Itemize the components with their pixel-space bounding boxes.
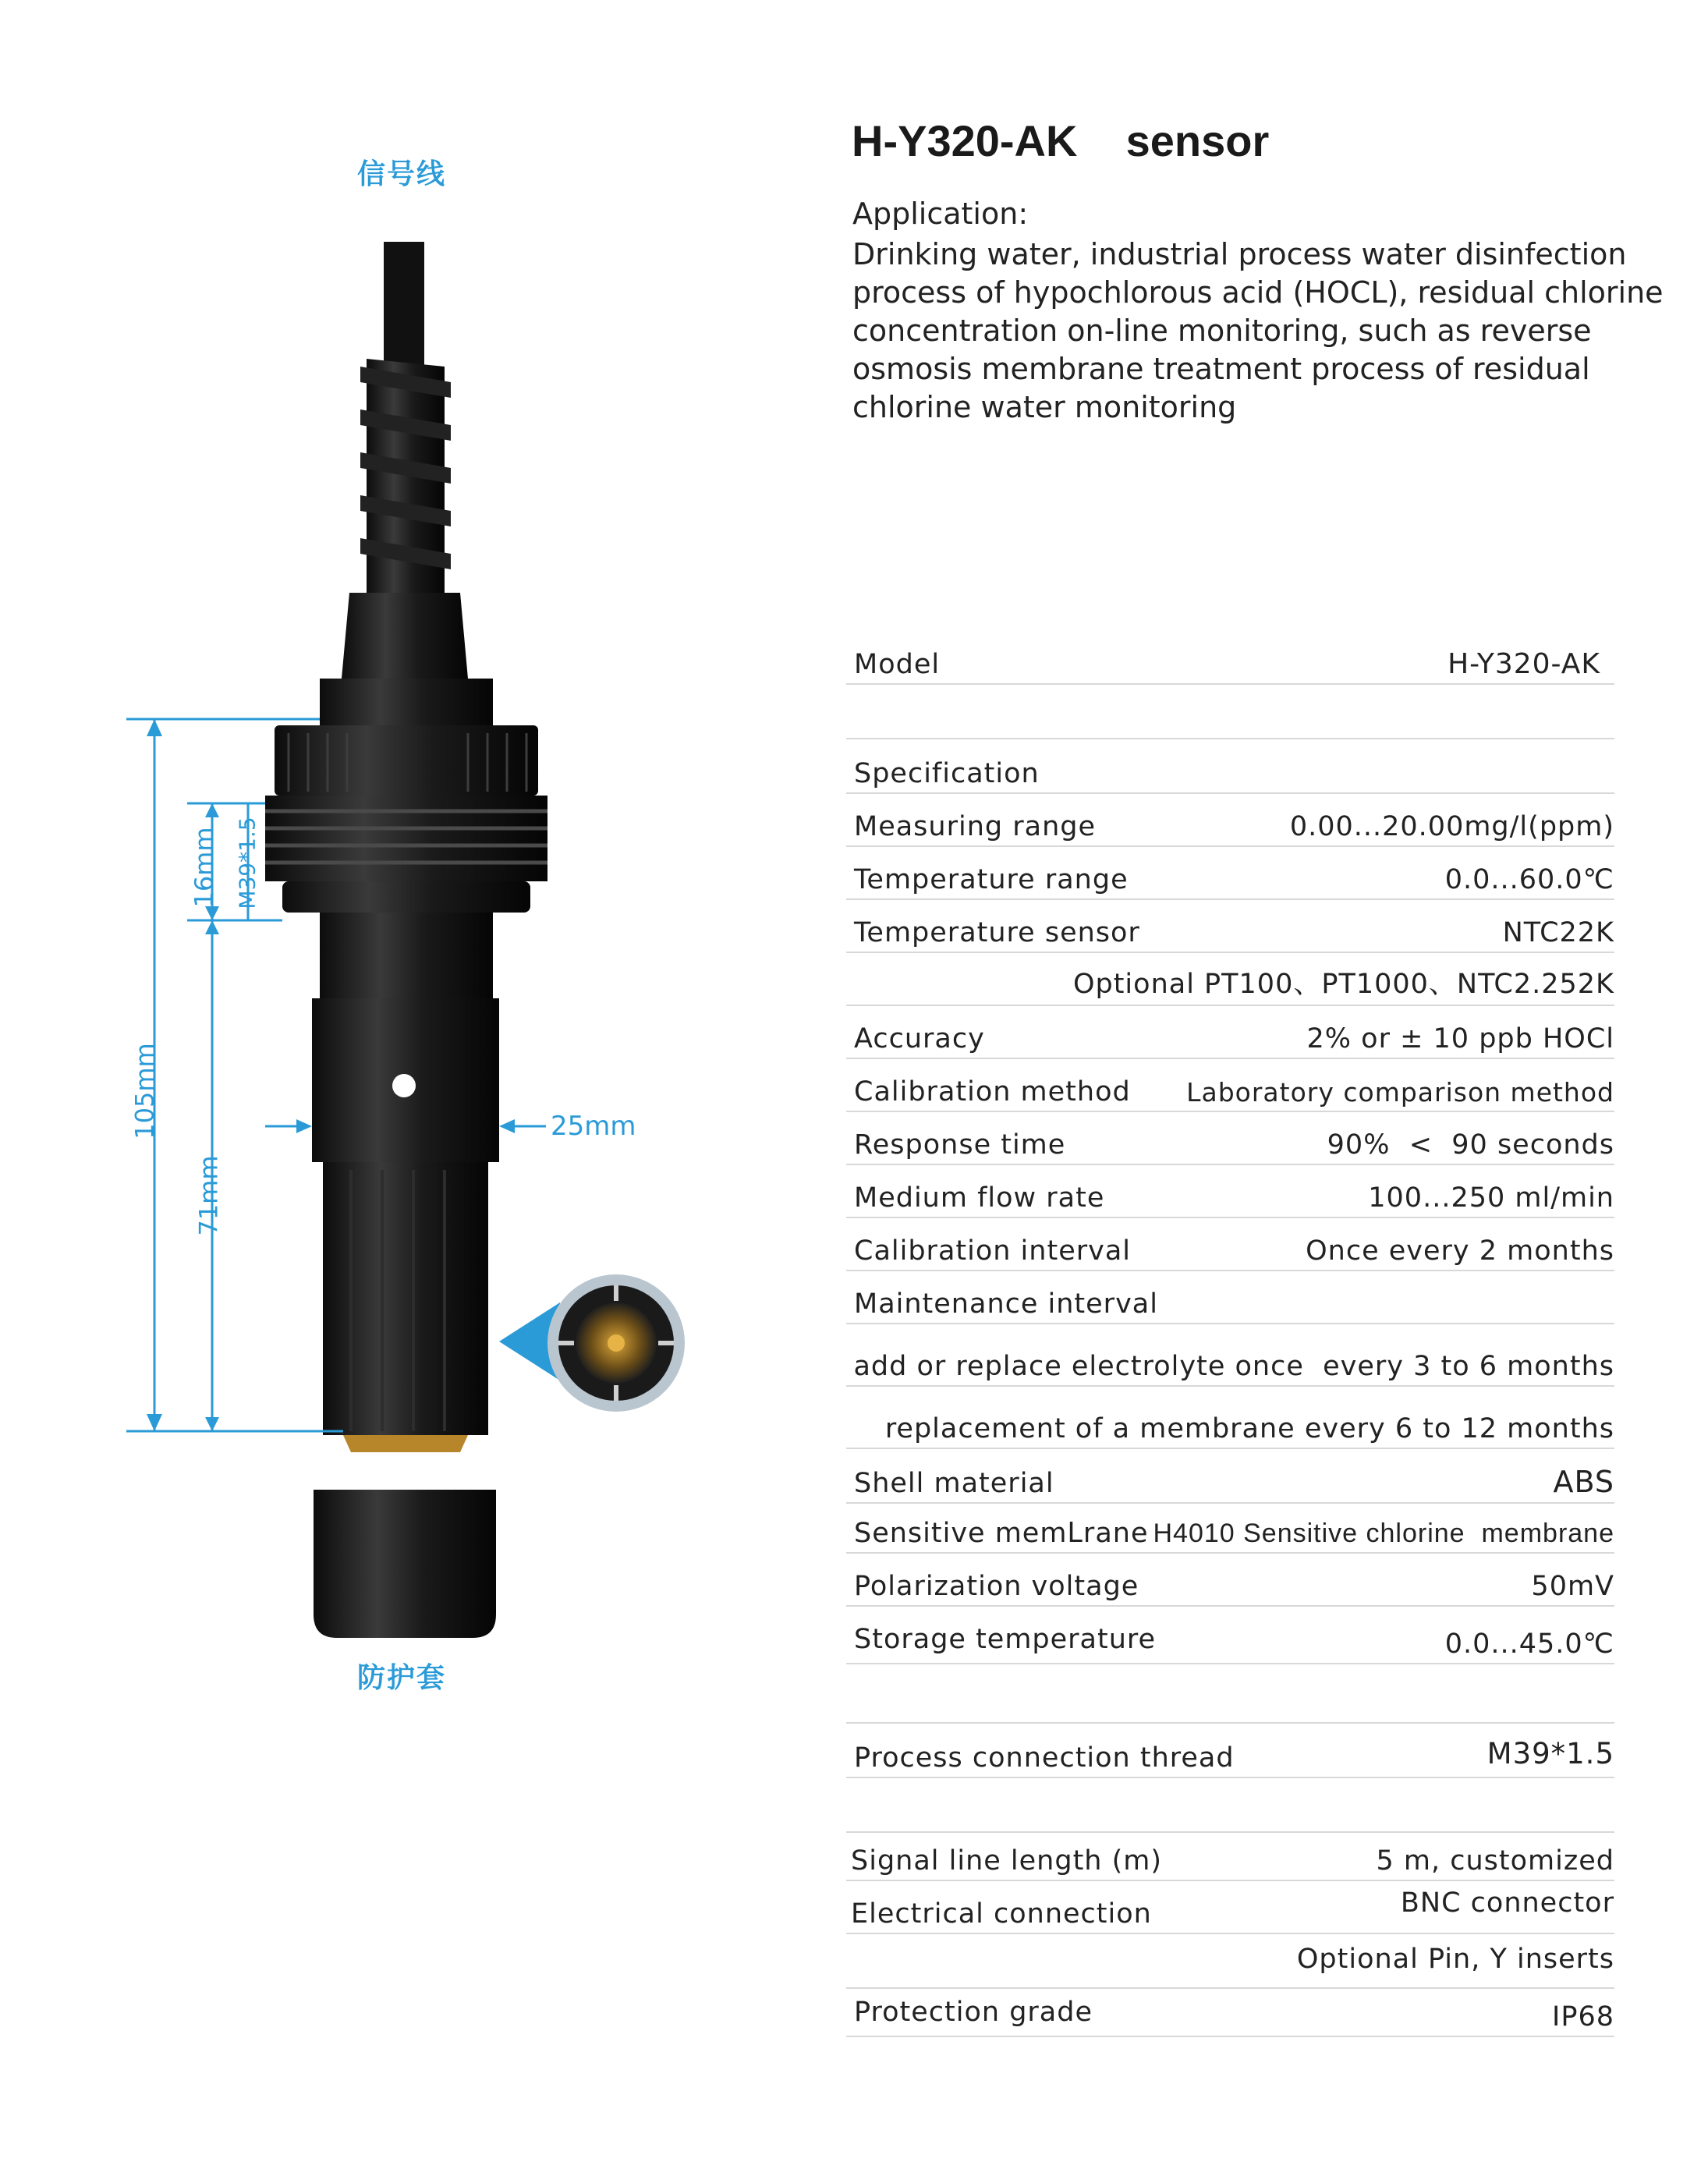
spec-row	[846, 952, 1614, 1006]
spec-label: Storage temperature	[854, 1624, 1157, 1655]
spec-value: Laboratory comparison method	[1186, 1077, 1614, 1108]
spec-value: 90% < 90 seconds	[1327, 1129, 1614, 1161]
spec-row	[846, 1058, 1614, 1112]
spec-label: Temperature range	[854, 864, 1129, 895]
spec-row	[846, 640, 1614, 685]
spec-label: Electrical connection	[851, 1898, 1152, 1930]
spec-value: NTC22K	[1502, 917, 1614, 948]
spec-label: Response time	[854, 1129, 1066, 1161]
sensor-body-lower	[323, 1162, 488, 1435]
spec-row	[846, 1777, 1614, 1833]
dim-body-height: 71mm	[193, 1155, 224, 1236]
spec-value: 100...250 ml/min	[1368, 1182, 1614, 1214]
spec-row	[846, 1270, 1614, 1324]
dim-thread-height: 16mm	[189, 827, 219, 908]
spec-value: 5 m, customized	[1376, 1845, 1614, 1877]
spec-row	[846, 1005, 1614, 1059]
vent-hole	[392, 1074, 416, 1097]
spec-label: Calibration interval	[854, 1235, 1131, 1267]
spec-label: Protection grade	[854, 1997, 1093, 2028]
spec-row	[846, 1663, 1614, 1724]
spec-label: Maintenance interval	[854, 1288, 1158, 1320]
spec-value: M39*1.5	[1487, 1737, 1614, 1770]
spec-row	[846, 1385, 1614, 1449]
spec-value: Once every 2 months	[1306, 1235, 1614, 1267]
page-title: H-Y320-AK sensor	[852, 116, 1270, 165]
spec-label: Specification	[854, 758, 1040, 789]
spec-row	[846, 1987, 1614, 2037]
spec-row	[846, 738, 1614, 794]
spec-label: Model	[854, 649, 941, 680]
spec-label: Temperature sensor	[854, 917, 1140, 948]
spec-value: 0.0...60.0℃	[1444, 864, 1614, 895]
spec-row	[846, 898, 1614, 953]
spec-row	[846, 1831, 1614, 1881]
spec-label: Signal line length (m)	[851, 1845, 1163, 1877]
spec-row	[846, 683, 1614, 739]
spec-value: IP68	[1552, 2001, 1614, 2033]
spec-row	[846, 1111, 1614, 1165]
sensor-drawing	[0, 0, 827, 1716]
spec-row	[846, 845, 1614, 900]
spec-row	[846, 1552, 1614, 1607]
spec-value: 0.00...20.00mg/l(ppm)	[1289, 811, 1614, 842]
membrane-tip	[343, 1435, 468, 1452]
spec-value: BNC connector	[1400, 1887, 1614, 1919]
application-description: Drinking water, industrial process water disinfection process of hypochlorous acid (HOCL), residual chlorine concentration on-line monitoring, such as reverse osmosis membrane treatment process of residual chlorine water monitoring	[852, 237, 1664, 424]
spec-value: Optional PT100、PT1000、NTC2.252K	[1072, 969, 1614, 1000]
spec-label: Shell material	[854, 1468, 1054, 1499]
spec-row	[846, 1448, 1614, 1504]
spec-row	[846, 1323, 1614, 1387]
spec-value: 2% or ± 10 ppb HOCl	[1306, 1023, 1614, 1054]
protective-cap	[314, 1490, 496, 1638]
spec-row	[846, 1217, 1614, 1271]
signal-cable	[384, 242, 424, 367]
spec-row	[846, 1722, 1614, 1778]
signal-cable-label: 信号线	[357, 158, 447, 190]
application-heading: Application:	[852, 197, 1029, 231]
spec-value: add or replace electrolyte once every 3 to 6 months	[853, 1351, 1614, 1382]
spec-value: H-Y320-AK	[1448, 648, 1600, 680]
spec-row	[846, 1933, 1614, 1989]
protective-cap-label: 防护套	[357, 1662, 447, 1694]
spec-value: ABS	[1553, 1465, 1614, 1499]
thread-nut	[275, 725, 538, 796]
spec-label: Polarization voltage	[854, 1571, 1139, 1602]
spec-value: H4010 Sensitive chlorine membrane	[1153, 1519, 1614, 1548]
spec-row	[846, 792, 1614, 847]
thread-section	[265, 796, 547, 881]
spec-row	[846, 1605, 1614, 1664]
spec-label: Measuring range	[854, 811, 1097, 842]
dim-thread-spec: M39*1.5	[234, 817, 260, 909]
spec-label: Process connection thread	[854, 1742, 1235, 1774]
spec-value: 0.0...45.0℃	[1444, 1629, 1614, 1660]
spec-label: Sensitive memᒪrane	[854, 1518, 1149, 1549]
spec-label: Calibration method	[854, 1076, 1131, 1108]
dim-total-height: 105mm	[129, 1043, 160, 1139]
spec-value: Optional Pin, Y inserts	[1296, 1944, 1614, 1975]
sensor-neck	[342, 593, 468, 679]
spec-row	[846, 1502, 1614, 1554]
spec-label: Medium flow rate	[854, 1182, 1105, 1214]
spec-value: replacement of a membrane every 6 to 12 months	[884, 1413, 1614, 1444]
dim-diameter: 25mm	[551, 1111, 636, 1142]
spec-row	[846, 1880, 1614, 1934]
spec-row	[846, 1164, 1614, 1218]
spec-label: Accuracy	[854, 1023, 985, 1054]
spec-value: 50mV	[1531, 1571, 1614, 1602]
sensor-body-upper	[320, 913, 493, 998]
strain-relief	[360, 359, 451, 624]
